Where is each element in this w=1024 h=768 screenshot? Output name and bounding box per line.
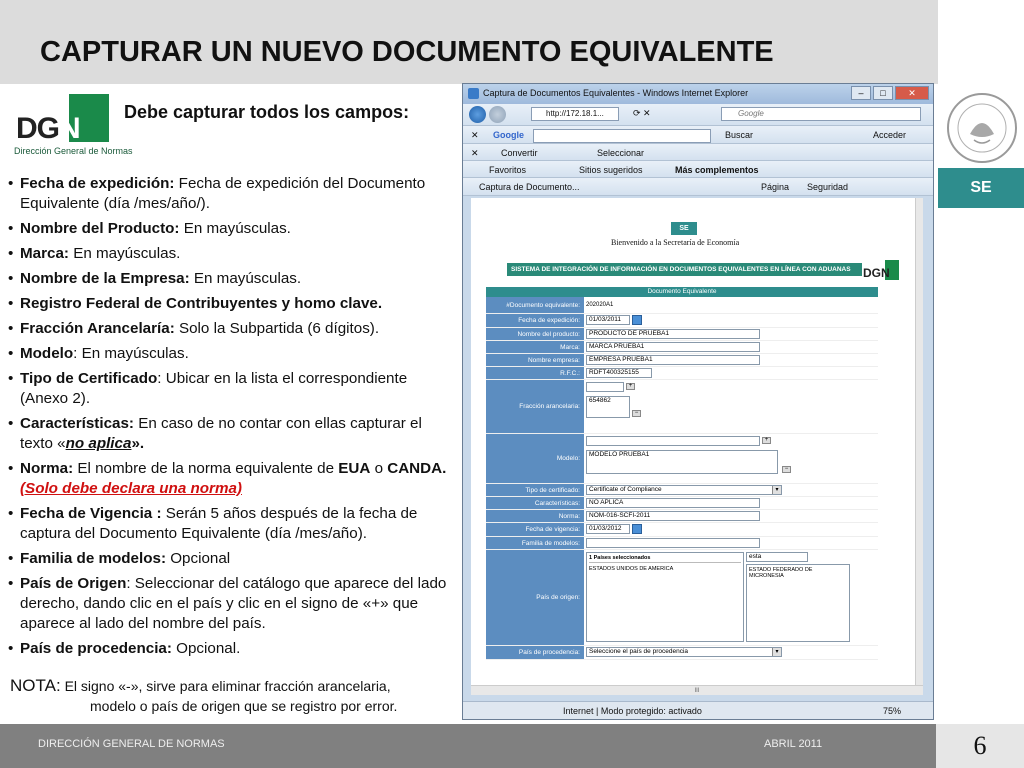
- form-row: Modelo: + MODELO PRUEBA1 −: [486, 434, 878, 484]
- form-row: Familia de modelos:: [486, 537, 878, 550]
- list-item: • Nombre del Producto: En mayúsculas.: [8, 219, 458, 239]
- fecha-vigencia-input[interactable]: 01/03/2012: [586, 524, 630, 534]
- paises-catalogo-list[interactable]: ESTADO FEDERADO DE MICRONESIA: [746, 564, 850, 642]
- address-input[interactable]: http://172.18.1...: [531, 107, 619, 121]
- google-toolbar: [463, 126, 933, 144]
- marca-input[interactable]: MARCA PRUEBA1: [586, 342, 760, 352]
- form-row: Marca: MARCA PRUEBA1: [486, 341, 878, 354]
- list-item: • Modelo: En mayúsculas.: [8, 344, 458, 364]
- remove-modelo-button[interactable]: −: [782, 466, 791, 473]
- list-item: • Fecha de expedición: Fecha de expedición del Documento Equivalente (día /mes/año/).: [8, 174, 458, 214]
- web-content: [471, 198, 923, 685]
- zoom-level[interactable]: 75%: [883, 706, 902, 716]
- add-modelo-button[interactable]: +: [762, 437, 771, 444]
- list-item: • Tipo de Certificado: Ubicar en la lista el correspondiente (Anexo 2).: [8, 369, 458, 409]
- search-input[interactable]: Google: [721, 107, 921, 121]
- note: NOTA: El signo «-», sirve para eliminar fracción arancelaria, modelo o país de origen que se registro por error.: [10, 676, 398, 714]
- status-text: Internet | Modo protegido: activado: [563, 706, 702, 716]
- welcome-text: Bienvenido a la Secretaría de Economía: [611, 238, 740, 247]
- pais-search-input[interactable]: esta: [746, 552, 808, 562]
- form-row: Norma: NOM-016-SCFI-2011: [486, 510, 878, 523]
- close-toolbar-icon[interactable]: ✕: [471, 130, 479, 140]
- horizontal-scrollbar[interactable]: III: [471, 685, 923, 695]
- page-number: 6: [936, 724, 1024, 768]
- pagina-menu[interactable]: Página: [761, 182, 790, 192]
- vertical-scrollbar[interactable]: [915, 198, 923, 685]
- lead-text: Debe capturar todos los campos:: [124, 102, 410, 122]
- calendar-icon[interactable]: [632, 524, 642, 534]
- procedencia-select[interactable]: Seleccione el país de procedencia ▾: [586, 647, 782, 657]
- sitios-sugeridos-link[interactable]: Sitios sugeridos: [579, 165, 643, 175]
- list-item: • Fracción Arancelaría: Solo la Subpartida (6 dígitos).: [8, 319, 458, 339]
- se-logo: SE: [671, 206, 697, 236]
- footer: [0, 724, 1024, 768]
- form-row: Fracción arancelaria: + 654862 −: [486, 380, 878, 434]
- mexico-emblem-icon: [944, 90, 1020, 166]
- list-item: • Fecha de Vigencia : Serán 5 años después de la fecha de captura del Documento Equivalente (día /mes/año).: [8, 504, 458, 544]
- title-band: [0, 0, 938, 84]
- caracteristicas-input[interactable]: NO APLICA: [586, 498, 760, 508]
- list-item: • País de procedencia: Opcional.: [8, 639, 458, 659]
- add-fraccion-button[interactable]: +: [626, 383, 635, 390]
- seguridad-menu[interactable]: Seguridad: [807, 182, 849, 192]
- form-row: País de procedencia: Seleccione el país de procedencia ▾: [486, 646, 878, 660]
- tab-captura[interactable]: Captura de Documento...: [479, 182, 580, 192]
- list-item: • Características: En caso de no contar con ellas capturar el texto «no aplica».: [8, 414, 458, 454]
- form-row: Características: NO APLICA: [486, 497, 878, 510]
- list-item: • País de Origen: Seleccionar del catálogo que aparece del lado derecho, dando clic en el país y clic en el signo de «+» que aparece al lado del nombre del país.: [8, 574, 458, 634]
- dgn-mini-logo: DGN: [863, 260, 905, 282]
- google-search-input[interactable]: [533, 129, 711, 143]
- ie-icon: [468, 88, 479, 99]
- form-row: Nombre del producto: PRODUCTO DE PRUEBA1: [486, 328, 878, 341]
- form-row: País de origen: 1 Países seleccionados ESTADOS UNIDOS DE AMERICA esta ESTADO FEDERADO DE MICRONESIA: [486, 550, 878, 646]
- instructions-list: [8, 174, 458, 664]
- form-header: Documento Equivalente: [486, 287, 878, 297]
- window-controls: [851, 86, 929, 100]
- status-bar: [463, 701, 933, 719]
- list-item: • Registro Federal de Contribuyentes y homo clave.: [8, 294, 458, 314]
- modelo-new-input[interactable]: [586, 436, 760, 446]
- se-badge: SE: [938, 168, 1024, 208]
- forward-button[interactable]: [489, 106, 506, 123]
- acceder-button[interactable]: Acceder: [873, 130, 907, 140]
- address-bar-row: [463, 104, 933, 126]
- producto-input[interactable]: PRODUCTO DE PRUEBA1: [586, 329, 760, 339]
- form-row: R.F.C.: RDFT400325155: [486, 367, 878, 380]
- minimize-button[interactable]: –: [851, 86, 871, 100]
- list-item: • Norma: El nombre de la norma equivalente de EUA o CANDA. (Solo debe declara una norma): [8, 459, 458, 499]
- google-logo: Google: [493, 130, 524, 140]
- list-item: • Marca: En mayúsculas.: [8, 244, 458, 264]
- list-item: • Nombre de la Empresa: En mayúsculas.: [8, 269, 458, 289]
- browser-titlebar: Captura de Documentos Equivalentes - Windows Internet Explorer – □ ✕: [463, 84, 933, 104]
- calendar-icon[interactable]: [632, 315, 642, 325]
- seleccionar-button[interactable]: Seleccionar: [597, 148, 645, 158]
- remove-fraccion-button[interactable]: −: [632, 410, 641, 417]
- fraccion-list[interactable]: 654862: [586, 396, 630, 418]
- norma-input[interactable]: NOM-016-SCFI-2011: [586, 511, 760, 521]
- back-button[interactable]: [469, 106, 486, 123]
- slide-title: CAPTURAR UN NUEVO DOCUMENTO EQUIVALENTE: [40, 36, 774, 68]
- empresa-input[interactable]: EMPRESA PRUEBA1: [586, 355, 760, 365]
- footer-date: ABRIL 2011: [764, 738, 823, 750]
- dgn-logo: [14, 94, 133, 158]
- browser-window: [462, 83, 934, 720]
- form-row: Tipo de certificado: Certificate of Compliance ▾: [486, 484, 878, 497]
- form-row: Fecha de vigencia: 01/03/2012: [486, 523, 878, 537]
- maximize-button[interactable]: □: [873, 86, 893, 100]
- refresh-stop-icons[interactable]: ⟳ ✕: [633, 108, 651, 118]
- familia-input[interactable]: [586, 538, 760, 548]
- close-button[interactable]: ✕: [895, 86, 929, 100]
- tab-row: [463, 178, 933, 196]
- footer-left: DIRECCIÓN GENERAL DE NORMAS: [38, 738, 225, 750]
- list-item: • Familia de modelos: Opcional: [8, 549, 458, 569]
- convert-toolbar: [463, 144, 933, 161]
- paises-seleccionados-list[interactable]: 1 Países seleccionados ESTADOS UNIDOS DE AMERICA: [586, 552, 744, 642]
- close-toolbar-icon[interactable]: ✕: [471, 148, 479, 158]
- documento-form: [486, 287, 878, 660]
- complementos-link[interactable]: Más complementos: [675, 165, 759, 175]
- favorites-bar: [463, 161, 933, 178]
- dgn-logo-letters: DGN: [16, 112, 80, 145]
- dgn-logo-subtitle: Dirección General de Normas: [14, 146, 133, 156]
- convertir-button[interactable]: Convertir: [501, 148, 538, 158]
- form-row: Nombre empresa: EMPRESA PRUEBA1: [486, 354, 878, 367]
- rfc-input[interactable]: RDFT400325155: [586, 368, 652, 378]
- form-row: #Documento equivalente: 202020A1: [486, 297, 878, 314]
- favoritos-button[interactable]: Favoritos: [489, 165, 527, 175]
- buscar-button[interactable]: Buscar: [725, 130, 754, 140]
- fraccion-new-input[interactable]: [586, 382, 624, 392]
- system-band: SISTEMA DE INTEGRACIÓN DE INFORMACIÓN EN DOCUMENTOS EQUIVALENTES EN LÍNEA CON ADUANAS: [507, 263, 862, 276]
- modelo-list[interactable]: MODELO PRUEBA1: [586, 450, 778, 474]
- fecha-expedicion-input[interactable]: 01/03/2011: [586, 315, 630, 325]
- tipo-certificado-select[interactable]: Certificate of Compliance ▾: [586, 485, 782, 495]
- form-row: Fecha de expedición: 01/03/2011: [486, 314, 878, 328]
